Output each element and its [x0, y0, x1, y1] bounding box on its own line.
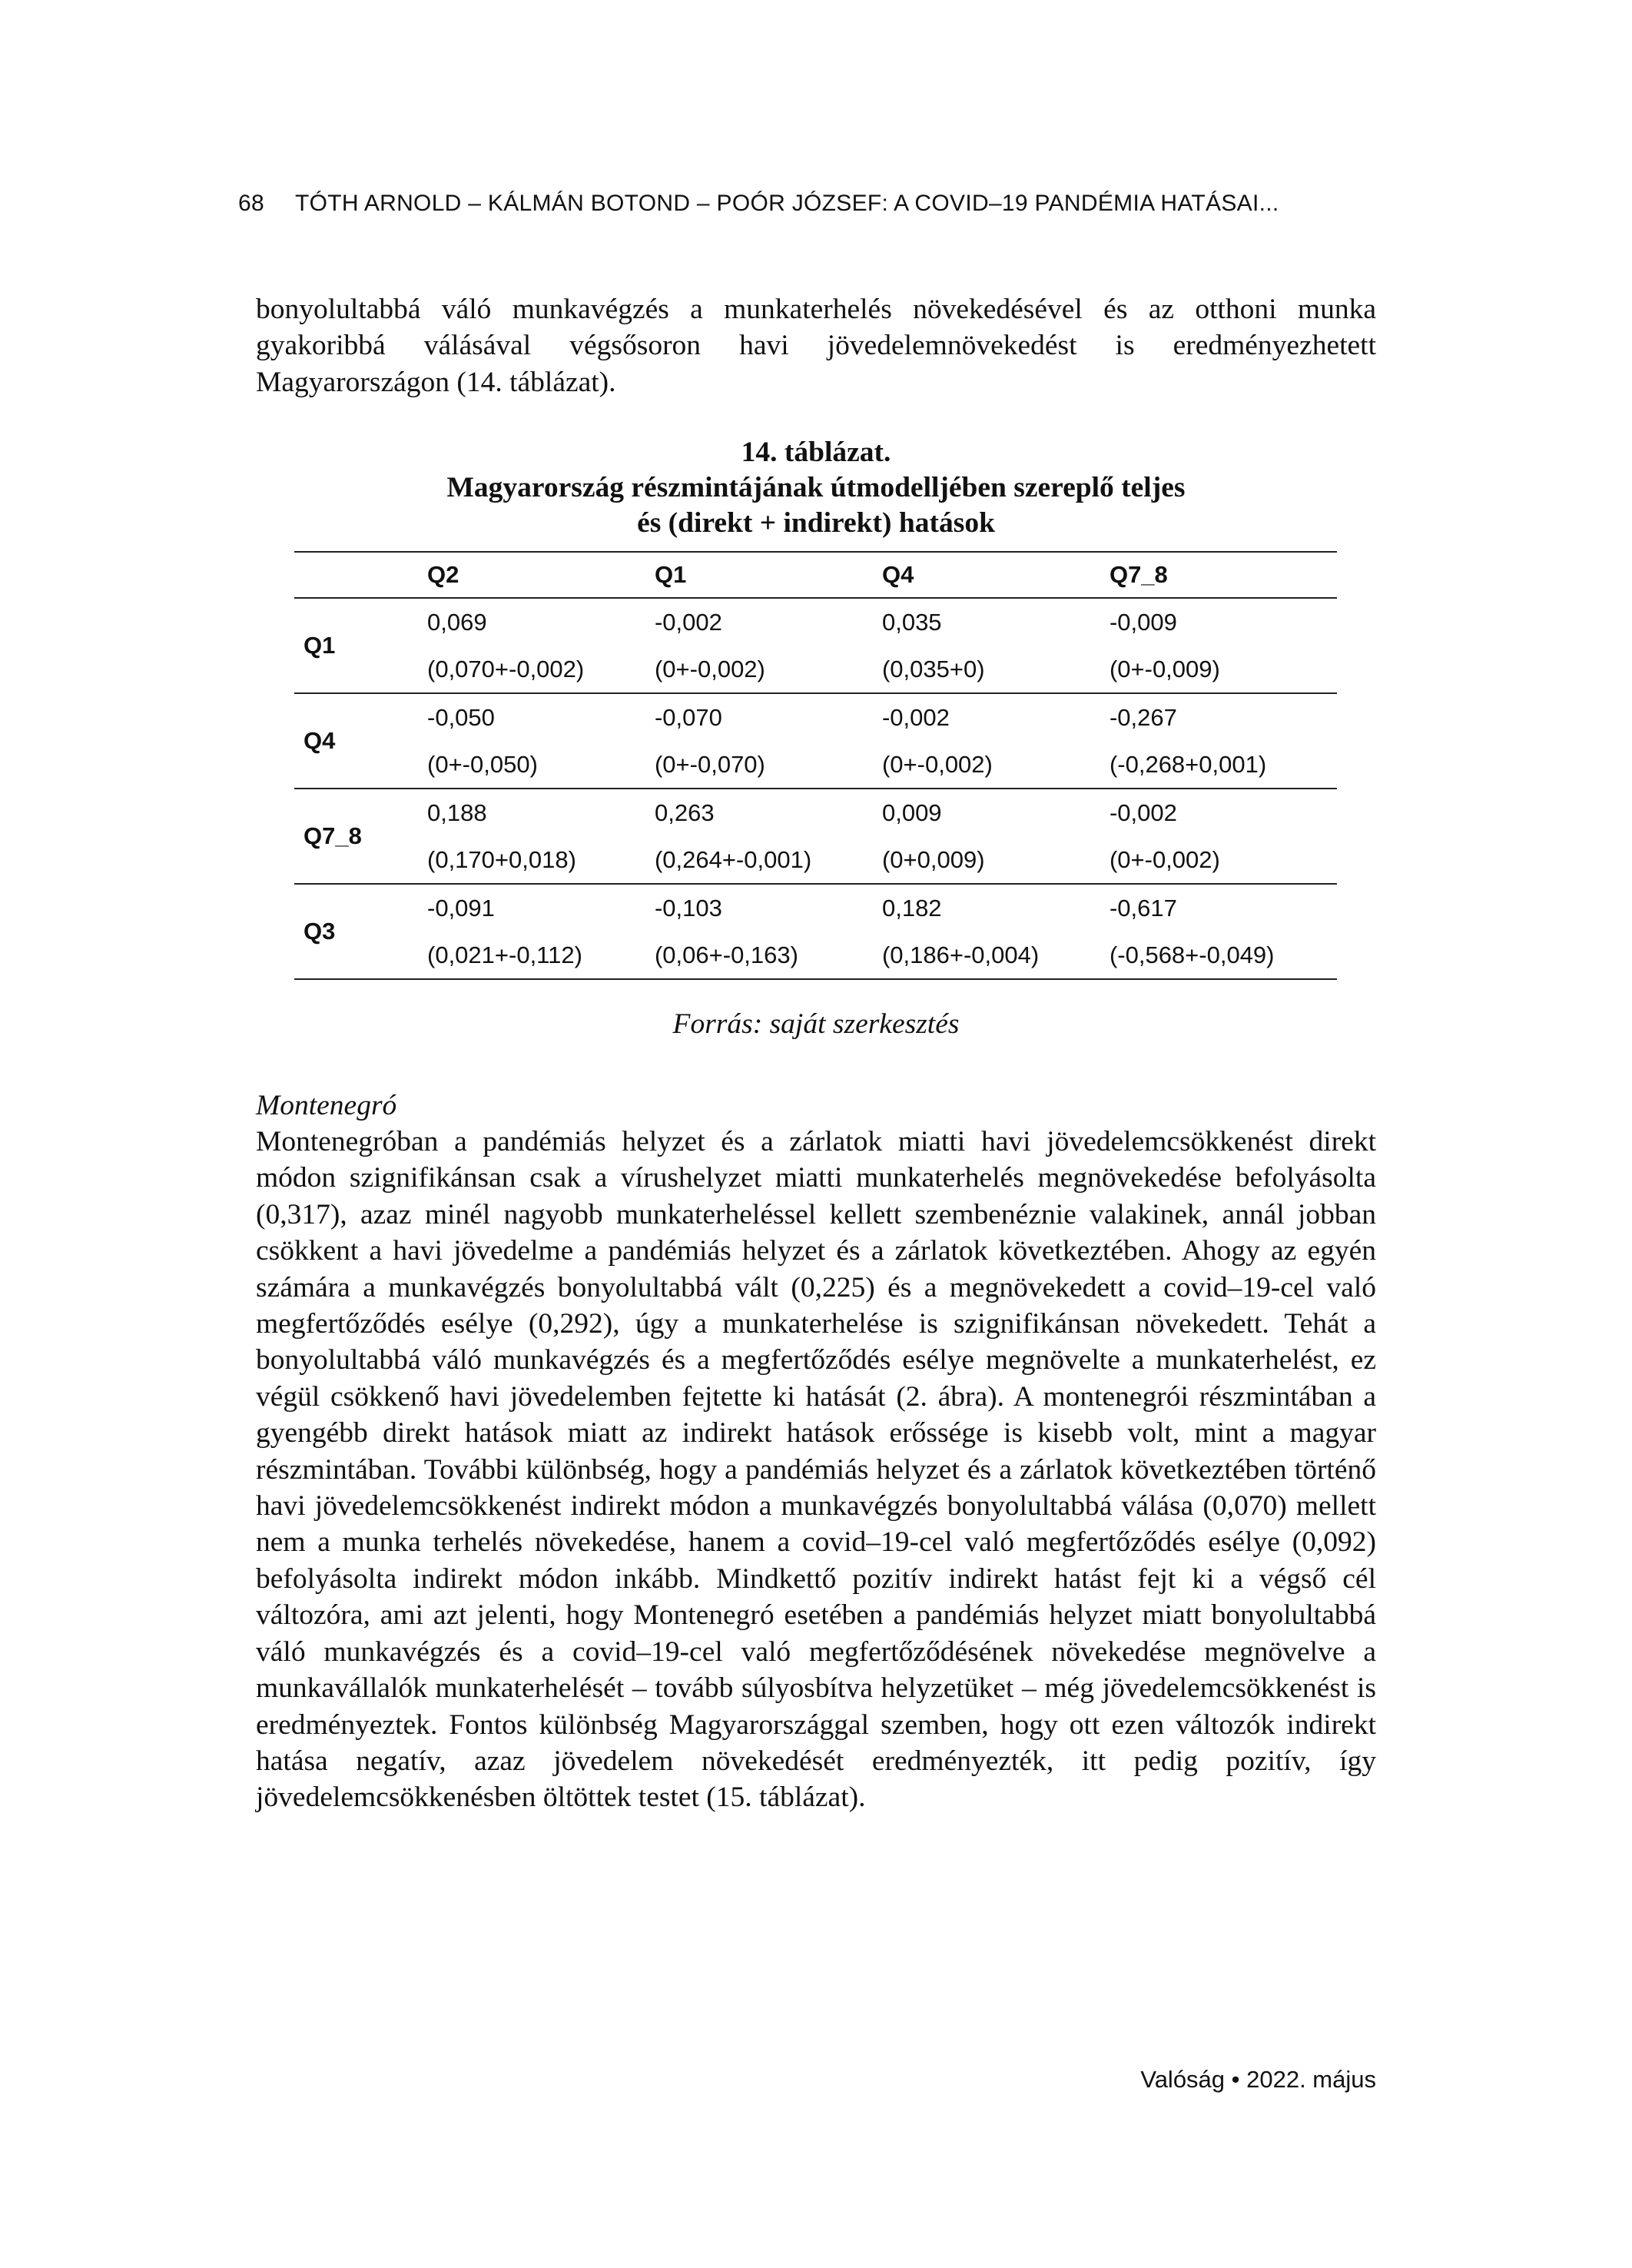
column-header: Q7_8 [1110, 552, 1337, 598]
table-source: Forrás: saját szerkesztés [672, 1008, 960, 1040]
table-header-row [294, 552, 1337, 598]
table-row [294, 646, 1337, 693]
decomposition-cell: (-0,268+0,001) [1110, 741, 1337, 789]
running-title: TÓTH ARNOLD – KÁLMÁN BOTOND – POÓR JÓZSEF: A COVID–19 PANDÉMIA HATÁSAI... [294, 191, 1279, 216]
total-effect-cell: -0,002 [1109, 799, 1177, 826]
total-effect-cell: -0,050 [427, 703, 495, 731]
total-effect-cell: -0,002 [881, 703, 950, 731]
decomposition-cell: (0,035+0) [882, 646, 1110, 693]
column-header: Q2 [427, 552, 655, 598]
row-label: Q3 [294, 884, 427, 979]
total-effect-cell: -0,009 [1109, 608, 1177, 636]
page-number: 68 [238, 191, 264, 216]
table-row [294, 693, 1337, 741]
decomposition-cell: (0,186+-0,004) [882, 931, 1110, 979]
running-head [238, 191, 1279, 217]
intro-paragraph: bonyolultabbá váló munkavégzés a munkaterhelés növekedésével és az otthoni munka gyakoribbá válásával végsősoron havi jövedelemnövekedést is eredményezhetett Magyarországon (14. táblázat). [256, 294, 1376, 398]
total-effect-cell: 0,009 [881, 799, 942, 826]
total-effect-cell: 0,069 [427, 608, 487, 636]
decomposition-cell: (0,021+-0,112) [427, 931, 655, 979]
decomposition-cell: (0+-0,002) [1110, 836, 1337, 884]
decomposition-cell: (0+0,009) [882, 836, 1110, 884]
page-footer: Valóság • 2022. május [1140, 2066, 1376, 2093]
decomposition-cell: (0+-0,050) [427, 741, 655, 789]
column-header: Q1 [655, 552, 882, 598]
decomposition-cell: (0+-0,002) [882, 741, 1110, 789]
table-number: 14. táblázat. [741, 437, 891, 468]
total-effect-cell: 0,263 [654, 799, 715, 826]
row-label: Q7_8 [294, 789, 427, 884]
total-effect-cell: 0,182 [881, 894, 942, 921]
decomposition-cell: (0,070+-0,002) [427, 646, 655, 693]
decomposition-cell: (0+-0,009) [1110, 646, 1337, 693]
total-effect-cell: -0,103 [654, 894, 722, 921]
total-effect-cell: -0,091 [427, 894, 495, 921]
total-effect-cell: -0,267 [1109, 703, 1177, 731]
decomposition-cell: (0,06+-0,163) [655, 931, 882, 979]
table-row [294, 931, 1337, 979]
column-header: Q4 [882, 552, 1110, 598]
main-paragraph: Montenegróban a pandémiás helyzet és a zárlatok miatti havi jövedelemcsökkenést direkt módon szignifikánsan csak a vírushelyzet miatti munkaterhelés megnövekedése befolyásolta (0,317), azaz minél nagyobb munkaterheléssel kellett szembenéznie valakinek, annál jobban csökkent a havi jövedelme a pandémiás helyzet és a zárlatok következtében. Ahogy az egyén számára a munkavégzés bonyolultabbá vált (0,225) és a megnövekedett a covid–19-cel való megfertőződés esélye (0,292), úgy a munkaterhelése is szignifikánsan növekedett. Tehát a bonyolultabbá váló munkavégzés és a megfertőződés esélye megnövelte a munkaterhelést, ez végül csökkenő havi jövedelemben fejtette ki hatását (2. ábra). A montenegrói részmintában a gyengébb direkt hatások miatt az indirekt hatások erőssége is kisebb volt, mint a magyar részmintában. További különbség, hogy a pandémiás helyzet és a zárlatok következtében történő havi jövedelemcsökkenést indirekt módon a munkavégzés bonyolultabbá válása (0,070) mellett nem a munka terhelés növekedése, hanem a covid–19-cel való megfertőződés esélye (0,092) befolyásolta indirekt módon inkább. Mindkettő pozitív indirekt hatást fejt ki a végső cél változóra, ami azt jelenti, hogy Montenegró esetében a pandémiás helyzet miatt bonyolultabbá váló munkavégzés és a covid–19-cel való megfertőződésének növekedése megnövelve a munkavállalók munkaterhelését – tovább súlyosbítva helyzetüket – még jövedelemcsökkenést is eredményeztek. Fontos különbség Magyarországgal szemben, hogy ott ezen változók indirekt hatása negatív, azaz jövedelem növekedését eredményezték, itt pedig pozitív, így jövedelemcsökkenésben öltöttek testet (15. táblázat). [256, 1126, 1376, 1814]
corner-cell [294, 552, 427, 598]
table-title-line1: Magyarország részmintájának útmodelljében szereplő teljes [446, 472, 1186, 503]
decomposition-cell: (0+-0,002) [655, 646, 882, 693]
table-row [294, 884, 1337, 931]
table-row [294, 741, 1337, 789]
decomposition-cell: (-0,568+-0,049) [1110, 931, 1337, 979]
row-label: Q1 [294, 598, 427, 693]
table-row [294, 789, 1337, 836]
total-effect-cell: -0,002 [654, 608, 722, 636]
decomposition-cell: (0,264+-0,001) [655, 836, 882, 884]
table-row [294, 836, 1337, 884]
row-label: Q4 [294, 693, 427, 789]
total-effect-cell: 0,188 [427, 799, 487, 826]
total-effect-cell: -0,617 [1109, 894, 1177, 921]
decomposition-cell: (0,170+0,018) [427, 836, 655, 884]
section-title: Montenegró [256, 1090, 397, 1121]
decomposition-cell: (0+-0,070) [655, 741, 882, 789]
effects-table [294, 551, 1337, 980]
total-effect-cell: -0,070 [654, 703, 722, 731]
table-title-line2: és (direkt + indirekt) hatások [637, 507, 995, 539]
total-effect-cell: 0,035 [881, 608, 942, 636]
table-row [294, 598, 1337, 646]
